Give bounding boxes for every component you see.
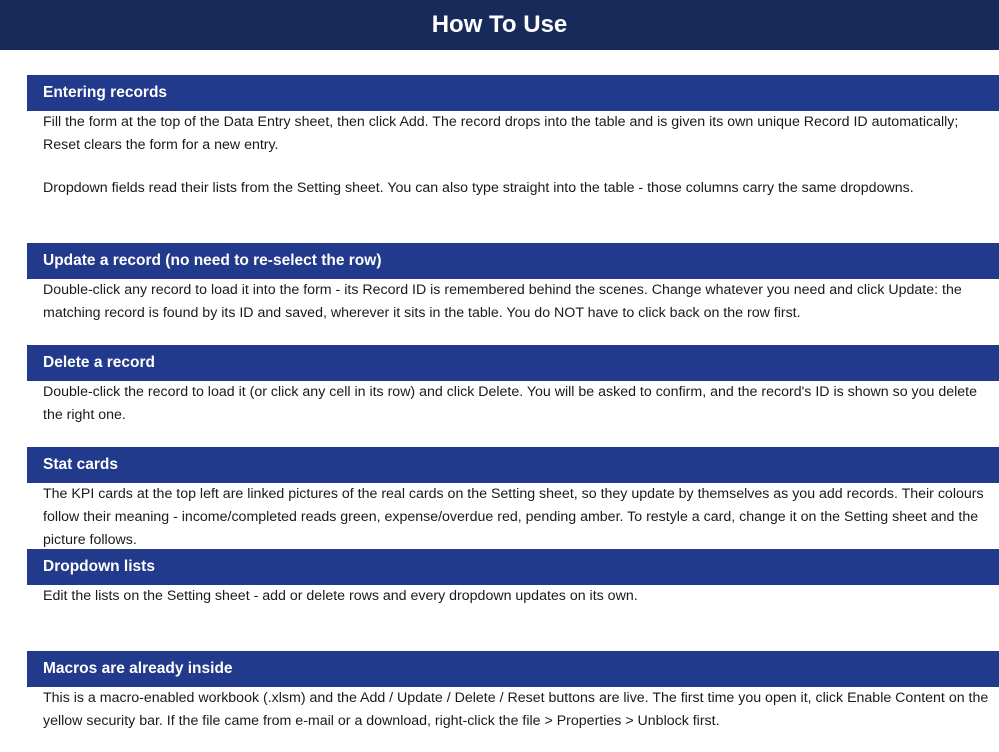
section-paragraph: Double-click any record to load it into the form - its Record ID is remembered behind the scenes. Change whatever you need and click Update: the matching record is found by its ID and saved, wherever it sits in the table. You do NOT have to click back on the row first. xyxy=(43,282,962,321)
section-header-delete-record xyxy=(27,345,999,381)
section-paragraph: Double-click the record to load it (or click any cell in its row) and click Delete. You will be asked to confirm, and the record's ID is shown so you delete the right one. xyxy=(43,384,977,423)
section-header-dropdown-lists xyxy=(27,549,999,585)
section-heading: Macros are already inside xyxy=(43,660,233,677)
section-header-stat-cards xyxy=(27,447,999,483)
section-paragraph: Edit the lists on the Setting sheet - add or delete rows and every dropdown updates on its own. xyxy=(43,588,638,604)
section-paragraph: This is a macro-enabled workbook (.xlsm) and the Add / Update / Delete / Reset buttons are live. The first time you open it, click Enable Content on the yellow security bar. If the file came from e-mail or a download, right-click the file > Properties > Unblock first. xyxy=(43,690,989,729)
section-header-update-record xyxy=(27,243,999,279)
section-heading: Delete a record xyxy=(43,354,155,371)
section-paragraph: The KPI cards at the top left are linked pictures of the real cards on the Setting sheet, so they update by themselves as you add records. Their colours follow their meaning - income/completed reads green, expense/overdue red, pending amber. To restyle a card, change it on the Setting sheet and the picture follows. xyxy=(43,486,984,548)
section-heading: Dropdown lists xyxy=(43,558,155,575)
section-header-macros xyxy=(27,651,999,687)
section-header-entering-records xyxy=(27,75,999,111)
section-paragraph: Fill the form at the top of the Data Entry sheet, then click Add. The record drops into the table and is given its own unique Record ID automatically; Reset clears the form for a new entry. xyxy=(43,114,959,153)
section-heading: Update a record (no need to re-select the row) xyxy=(43,252,382,269)
section-paragraph: Dropdown fields read their lists from the Setting sheet. You can also type straight into the table - those columns carry the same dropdowns. xyxy=(43,180,914,196)
section-heading: Stat cards xyxy=(43,456,118,473)
page-title-bar xyxy=(0,0,999,50)
section-heading: Entering records xyxy=(43,84,168,101)
page-title: How To Use xyxy=(431,11,568,38)
